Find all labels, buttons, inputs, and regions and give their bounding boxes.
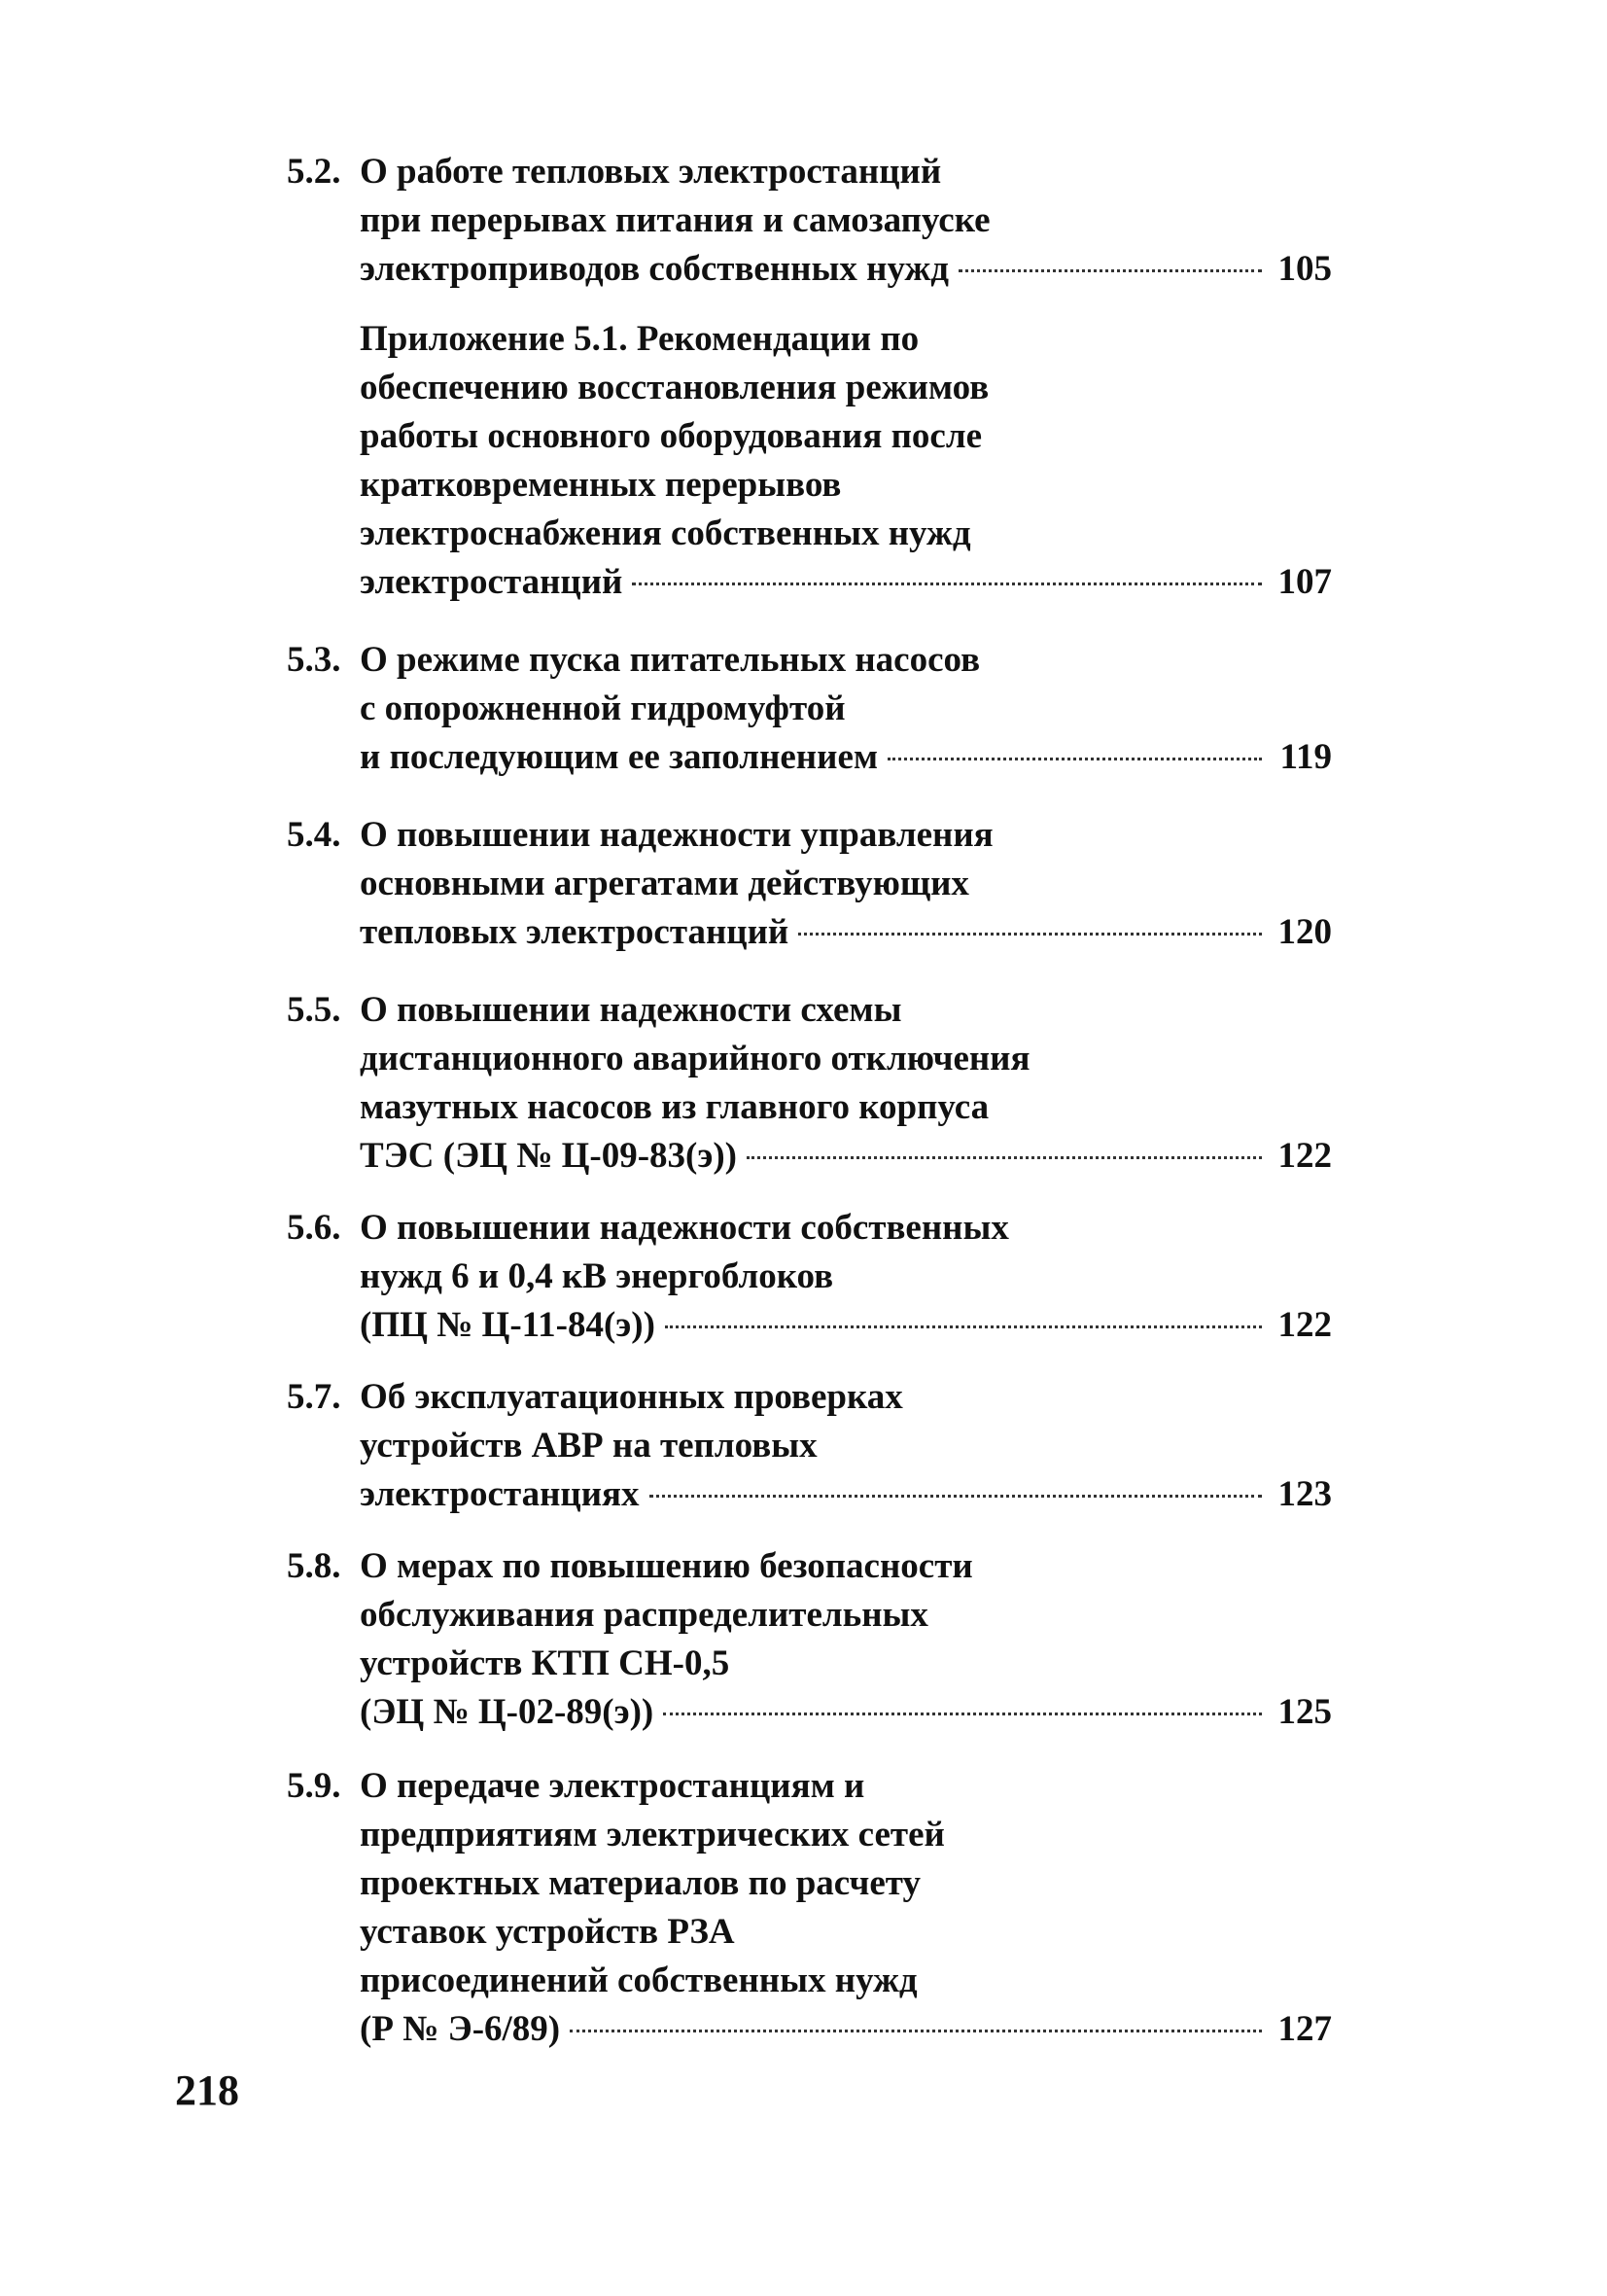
toc-entry-number: 5.6. [287, 1208, 341, 1248]
toc-entry-number: 5.7. [287, 1377, 341, 1417]
toc-entry-page: 125 [1277, 1692, 1332, 1732]
toc-entry-title-line: электроприводов собственных нужд [360, 249, 950, 289]
toc-entry-title-line: тепловых электростанций [360, 912, 789, 952]
toc-entry-title-line: О повышении надежности собственных [360, 1208, 1009, 1248]
toc-entry-title-line: Приложение 5.1. Рекомендации по [360, 319, 920, 359]
toc-entry-number: 5.8. [287, 1546, 341, 1586]
toc-entry-number: 5.9. [287, 1766, 341, 1806]
toc-entry-title-line: О повышении надежности управления [360, 815, 994, 855]
toc-entry-title-line: присоединений собственных нужд [360, 1960, 918, 2000]
toc-entry-5-6[interactable] [287, 1204, 1332, 1350]
toc-entry-title-line: обслуживания распределительных [360, 1595, 928, 1635]
toc-entry-title-line: обеспечению восстановления режимов [360, 368, 990, 407]
toc-entry-title-line: ТЭС (ЭЦ № Ц-09-83(э)) [360, 1136, 737, 1176]
toc-entry-page: 127 [1277, 2009, 1332, 2049]
dot-leader [888, 758, 1262, 760]
toc-entry-title-line: основными агрегатами действующих [360, 864, 969, 903]
toc-entry-title-line: при перерывах питания и самозапуске [360, 200, 991, 240]
toc-entry-title-line: (ЭЦ № Ц-02-89(э)) [360, 1692, 654, 1732]
toc-entry-title-line: О передаче электростанциям и [360, 1766, 865, 1806]
toc-entry-page: 122 [1277, 1305, 1332, 1345]
page-number: 218 [175, 2066, 239, 2114]
toc-entry-number: 5.2. [287, 152, 341, 192]
toc-entry-page: 119 [1279, 737, 1332, 777]
toc-entry-5-4[interactable] [287, 811, 1332, 957]
toc-entry-5-9[interactable] [287, 1762, 1332, 2054]
toc-entry-title-line: нужд 6 и 0,4 кВ энергоблоков [360, 1256, 834, 1296]
toc-entry-title-line: с опорожненной гидромуфтой [360, 689, 846, 728]
toc-entry-5-7[interactable] [287, 1373, 1332, 1519]
toc-entry-5-8[interactable] [287, 1542, 1332, 1737]
toc-entry-title-line: устройств КТП СН-0,5 [360, 1643, 730, 1683]
toc-entry-title-line: проектных материалов по расчету [360, 1863, 921, 1903]
toc-entry-title-line: (ПЦ № Ц-11-84(э)) [360, 1305, 655, 1345]
dot-leader [665, 1325, 1262, 1328]
toc-entry-title-line: (Р № Э-6/89) [360, 2009, 561, 2049]
toc-entry-title-line: О режиме пуска питательных насосов [360, 640, 981, 680]
toc-entry-number: 5.4. [287, 815, 341, 855]
toc-entry-page: 120 [1277, 912, 1332, 952]
toc-entry-number: 5.3. [287, 640, 341, 680]
dot-leader [747, 1156, 1262, 1159]
toc-entry-5-5[interactable] [287, 986, 1332, 1181]
toc-entry-title-line: электростанций [360, 562, 623, 602]
toc-entry-title-line: и последующим ее заполнением [360, 737, 879, 777]
toc-entry-5-3[interactable] [287, 636, 1332, 782]
toc-entry-title-line: работы основного оборудования после [360, 416, 983, 456]
toc-entry-title-line: кратковременных перерывов [360, 465, 842, 505]
toc-entry-title-line: электростанциях [360, 1474, 640, 1514]
toc-entry-title-line: Об эксплуатационных проверках [360, 1377, 903, 1417]
toc-entry-title-line: О повышении надежности схемы [360, 990, 902, 1030]
dot-leader [649, 1495, 1262, 1498]
toc-entry-title-line: уставок устройств РЗА [360, 1912, 735, 1952]
dot-leader [663, 1713, 1262, 1715]
toc-entry-title-line: дистанционного аварийного отключения [360, 1039, 1031, 1078]
toc-entry-page: 105 [1277, 249, 1332, 289]
toc-entry-title-line: мазутных насосов из главного корпуса [360, 1087, 990, 1127]
dot-leader [959, 269, 1262, 272]
toc-entry-title-line: устройств АВР на тепловых [360, 1426, 818, 1466]
toc-entry-title-line: предприятиям электрических сетей [360, 1815, 945, 1854]
dot-leader [632, 583, 1262, 585]
toc-entry-appendix-5-1[interactable] [287, 315, 1332, 607]
toc-entry-page: 122 [1277, 1136, 1332, 1176]
toc-entry-page: 107 [1277, 562, 1332, 602]
dot-leader [570, 2030, 1262, 2032]
toc-entry-title-line: О мерах по повышению безопасности [360, 1546, 973, 1586]
toc-entry-number: 5.5. [287, 990, 341, 1030]
table-of-contents [287, 148, 1332, 2054]
toc-entry-title-line: электроснабжения собственных нужд [360, 513, 971, 553]
toc-entry-page: 123 [1277, 1474, 1332, 1514]
toc-entry-title-line: О работе тепловых электростанций [360, 152, 942, 192]
toc-entry-5-2[interactable] [287, 148, 1332, 294]
dot-leader [798, 933, 1262, 936]
